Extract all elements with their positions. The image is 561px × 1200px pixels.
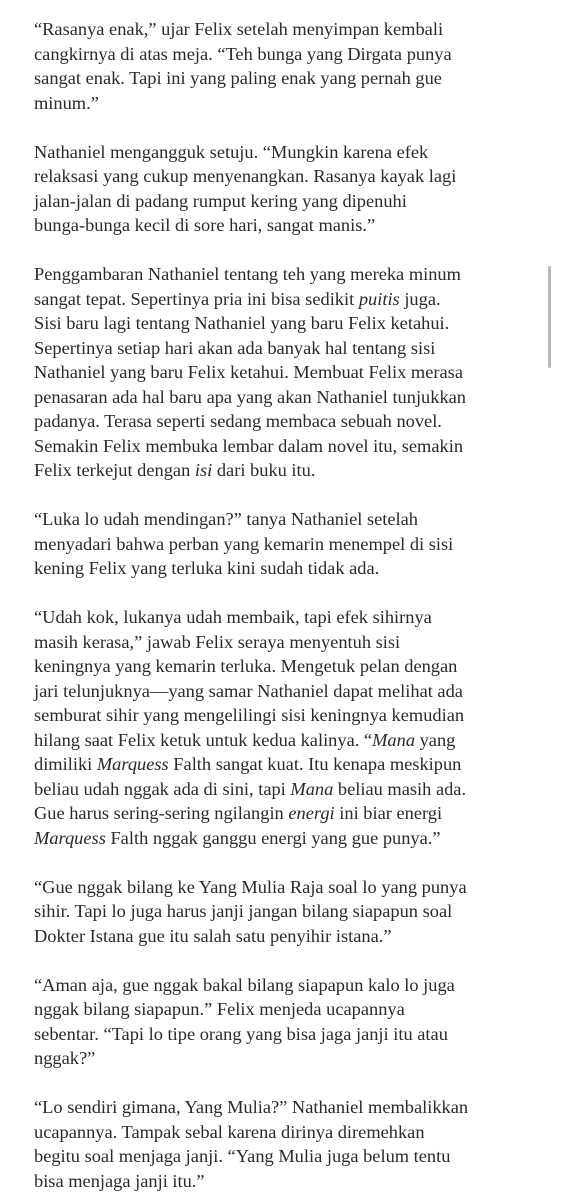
text-line: menyadari bahwa perban yang kemarin menempel di sisi: [34, 533, 454, 554]
paragraph: [34, 973, 534, 1071]
text-line: Semakin Felix membuka lembar dalam novel itu, semakin: [34, 435, 464, 456]
text-line: bunga-bunga kecil di sore hari, sangat manis.”: [34, 215, 376, 235]
text-line: nggak bilang siapapun.” Felix menjeda ucapannya: [34, 999, 405, 1019]
text-line: nggak?”: [34, 1048, 96, 1068]
paragraph: [34, 140, 534, 238]
text-line: begitu soal menjaga janji. “Yang Mulia juga belum tentu: [34, 1146, 451, 1166]
text-line: Dokter Istana gue itu salah satu penyihir istana.”: [34, 925, 392, 946]
text-line: padanya. Terasa seperti sedang membaca sebuah novel.: [34, 411, 442, 431]
text-line: penasaran ada hal baru apa yang akan Nathaniel tunjukkan: [34, 386, 466, 407]
cut-off-line: [34, 1188, 534, 1200]
text-line: kening Felix yang terluka kini sudah tidak ada.: [34, 558, 380, 578]
text-line: “Rasanya enak,” ujar Felix setelah menyimpan kembali: [34, 19, 444, 39]
text-line: sebentar. “Tapi lo tipe orang yang bisa jaga janji itu atau: [34, 1023, 448, 1044]
text-line: beliau udah nggak ada di sini, tapi Mana beliau masih ada.: [34, 778, 467, 799]
text-line: semburat sihir yang mengelilingi sisi keningnya kemudian: [34, 705, 465, 725]
document-body: [34, 17, 534, 1200]
text-line: “Luka lo udah mendingan?” tanya Nathaniel setelah: [34, 509, 419, 529]
text-line: Penggambaran Nathaniel tentang teh yang mereka minum: [34, 264, 461, 284]
text-line: “Aman aja, gue nggak bakal bilang siapapun kalo lo juga: [34, 974, 455, 995]
text-line: “Gue nggak bilang ke Yang Mulia Raja soal lo yang punya: [34, 876, 467, 897]
text-line: jari telunjuknya—yang samar Nathaniel dapat melihat ada: [34, 680, 463, 701]
text-line: sangat enak. Tapi ini yang paling enak yang pernah gue: [34, 68, 442, 88]
paragraph: [34, 507, 534, 581]
text-line: bisa menjaga janji itu.”: [34, 1170, 205, 1191]
text-line: Nathaniel mengangguk setuju. “Mungkin karena efek: [34, 141, 429, 162]
text-line: Marquess Falth nggak ganggu energi yang gue punya.”: [34, 827, 441, 848]
text-line: sihir. Tapi lo juga harus janji jangan bilang siapapun soal: [34, 901, 453, 921]
text-line: sangat tepat. Sepertinya pria ini bisa sedikit puitis juga.: [34, 288, 441, 309]
text-line: “Lo sendiri gimana, Yang Mulia?” Nathaniel membalikkan: [34, 1097, 469, 1117]
text-line: dimiliki Marquess Falth sangat kuat. Itu kenapa meskipun: [34, 754, 462, 774]
paragraph: [34, 875, 534, 949]
text-line: Gue harus sering-sering ngilangin energi ini biar energi: [34, 803, 443, 823]
paragraph: [34, 262, 534, 483]
text-line: keningnya yang kemarin terluka. Mengetuk pelan dengan: [34, 656, 458, 676]
text-line: hilang saat Felix ketuk untuk kedua kalinya. “Mana yang: [34, 729, 456, 750]
text-line: Sepertinya setiap hari akan ada banyak hal tentang sisi: [34, 337, 436, 358]
scrollbar[interactable]: [548, 266, 551, 368]
text-line: jalan-jalan di padang rumput kering yang dipenuhi: [34, 190, 407, 211]
paragraph: [34, 1095, 534, 1193]
paragraph: [34, 17, 534, 115]
text-line: Nathaniel yang baru Felix ketahui. Membuat Felix merasa: [34, 362, 463, 382]
text-line: ucapannya. Tampak sebal karena dirinya diremehkan: [34, 1121, 425, 1142]
text-line: Sisi baru lagi tentang Nathaniel yang baru Felix ketahui.: [34, 313, 450, 333]
text-line: minum.”: [34, 92, 99, 113]
text-line: relaksasi yang cukup menyenangkan. Rasanya kayak lagi: [34, 166, 457, 186]
text-line: Felix terkejut dengan isi dari buku itu.: [34, 460, 316, 480]
paragraph: [34, 605, 534, 850]
text-line: cangkirnya di atas meja. “Teh bunga yang Dirgata punya: [34, 43, 452, 64]
text-line: “Udah kok, lukanya udah membaik, tapi efek sihirnya: [34, 607, 432, 627]
text-line: masih kerasa,” jawab Felix seraya menyentuh sisi: [34, 631, 401, 652]
